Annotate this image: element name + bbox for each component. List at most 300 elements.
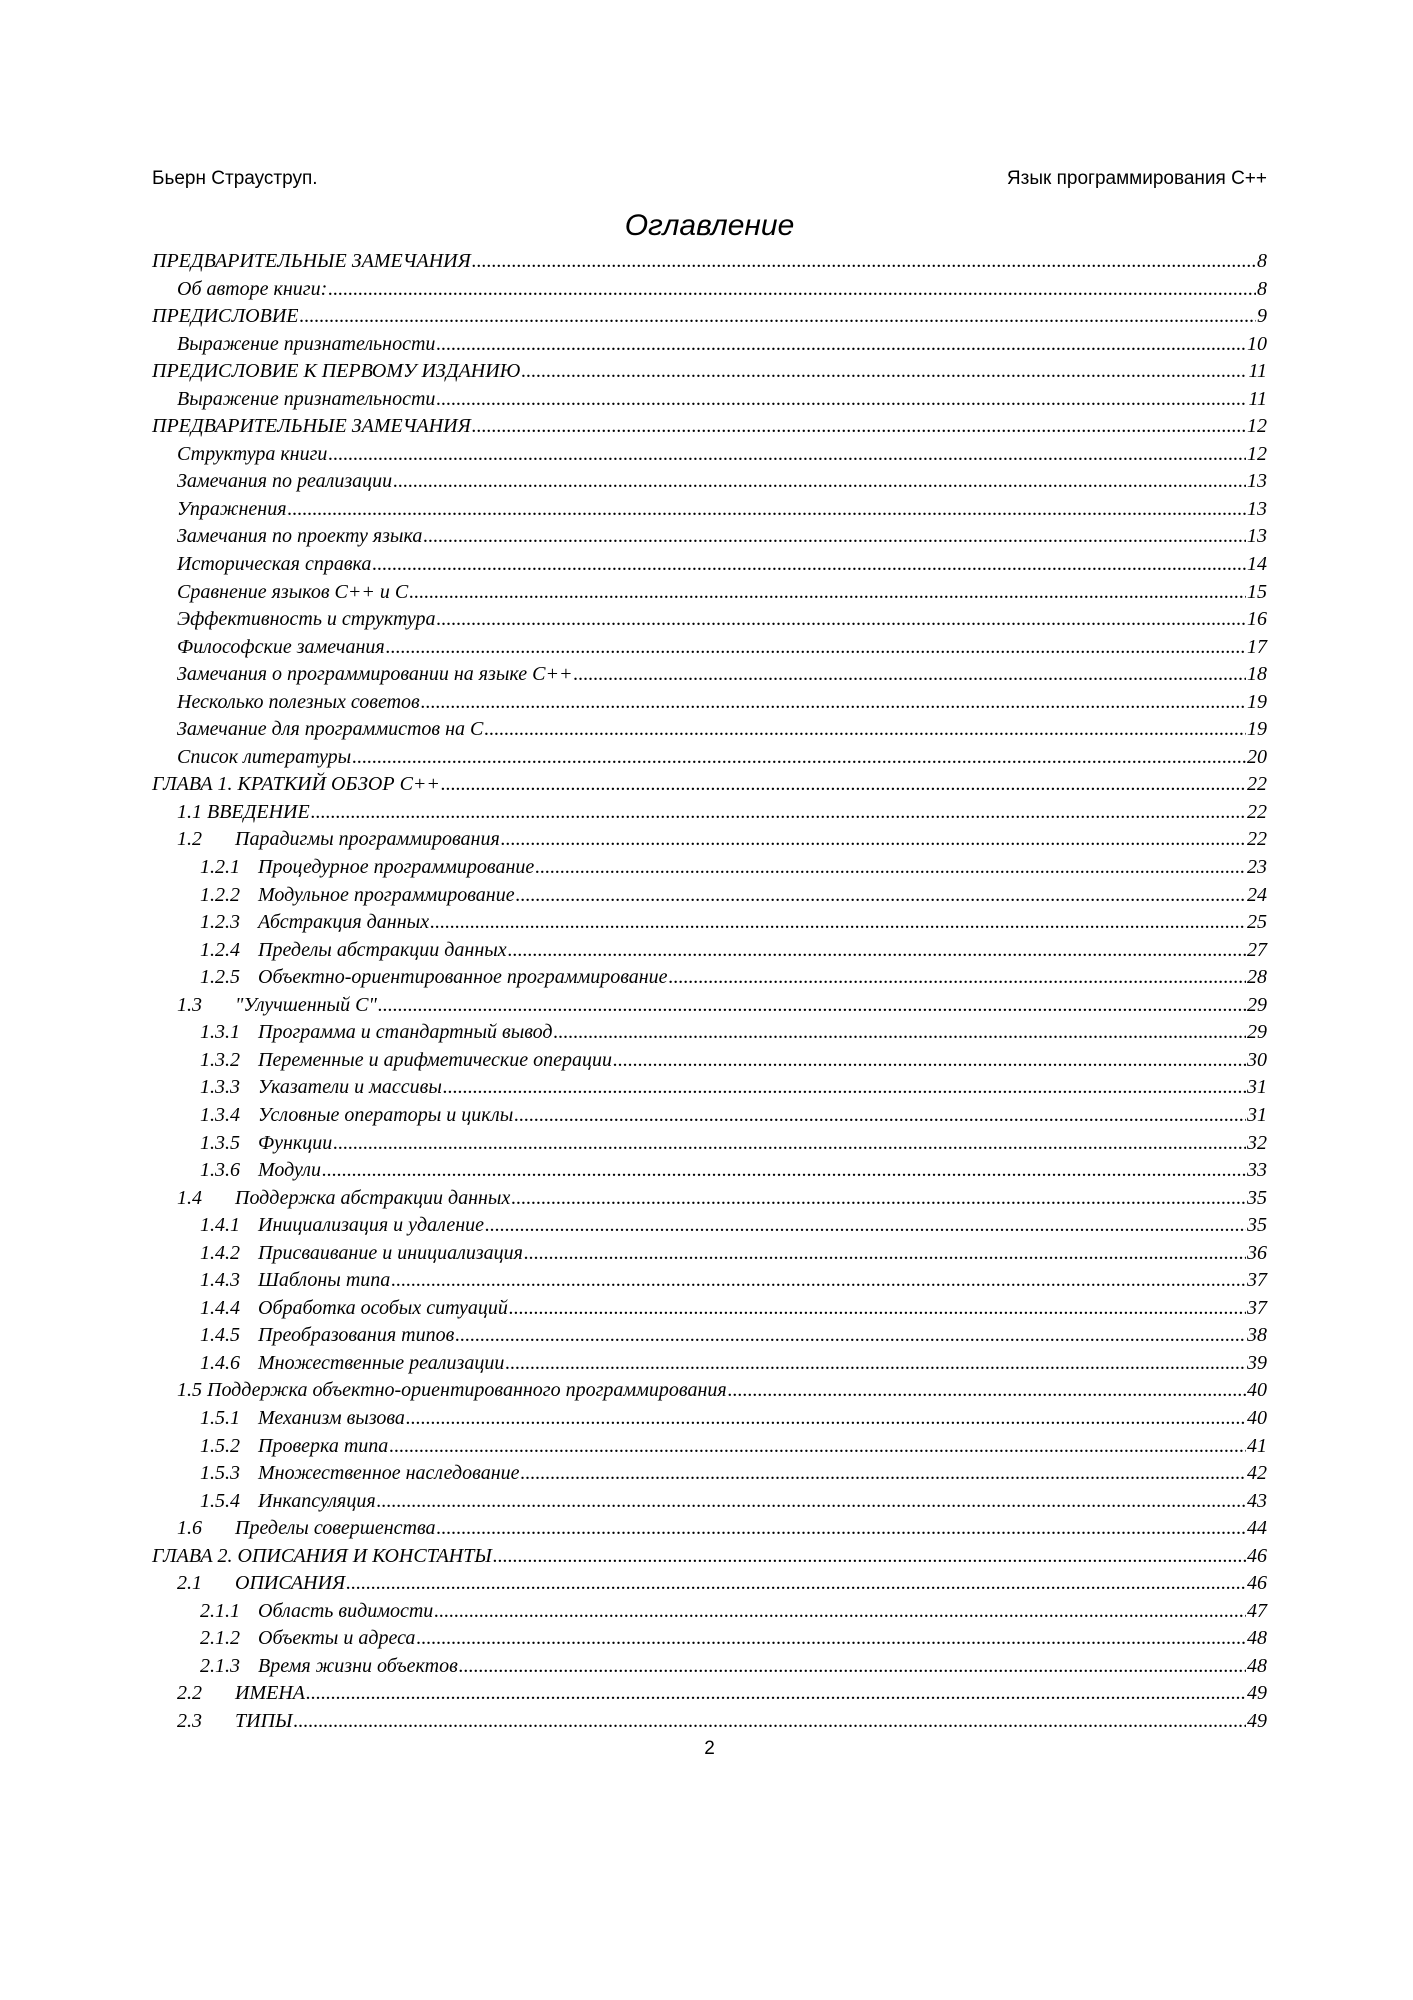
toc-entry-title [177,551,371,579]
toc-entry-title [200,1074,442,1102]
toc-entry-label: Процедурное программирование [258,856,535,879]
toc-entry-page: 22 [1247,828,1267,851]
toc-entry[interactable] [152,744,1267,772]
toc-entry-title [200,1130,332,1158]
toc-entry[interactable] [152,1047,1267,1075]
toc-entry-title [177,523,422,551]
dot-leader [441,771,1246,799]
toc-entry-page: 49 [1247,1709,1267,1732]
toc-entry-page: 18 [1247,663,1267,686]
toc-entry-label: Несколько полезных советов [177,690,420,713]
toc-entry-page: 49 [1247,1682,1267,1705]
dot-leader [509,1295,1246,1323]
toc-entry-page: 36 [1247,1241,1267,1264]
toc-entry-title [177,468,392,496]
toc-entry-label: Пределы абстракции данных [258,938,507,961]
toc-entry[interactable] [152,1295,1267,1323]
toc-entry-title [177,799,310,827]
toc-entry-label: Выражение признательности [177,332,436,355]
toc-entry-page: 27 [1247,938,1267,961]
dot-leader [346,1570,1246,1598]
toc-entry-title [200,1488,376,1516]
toc-entry-label: Поддержка абстракции данных [235,1186,511,1209]
toc-entry-number: 1.3.2 [200,1048,240,1071]
toc-entry-page: 47 [1247,1599,1267,1622]
toc-entry-label: Модули [258,1159,322,1182]
toc-entry-label: Структура книги [177,442,328,465]
toc-entry-page: 37 [1247,1269,1267,1292]
toc-entry-number: 1.4.5 [200,1324,240,1347]
page-number: 2 [704,1738,715,1759]
dot-leader [493,1543,1246,1571]
toc-entry[interactable] [152,1185,1267,1213]
toc-entry[interactable] [152,799,1267,827]
toc-entry-page: 28 [1247,966,1267,989]
toc-entry-number: 1.4.2 [200,1241,240,1264]
toc-entry-label: Философские замечания [177,635,385,658]
toc-entry[interactable] [152,606,1267,634]
toc-entry-page: 46 [1247,1544,1267,1567]
dot-leader [524,1240,1246,1268]
dot-leader [535,854,1246,882]
toc-entry-label: Программа и стандартный вывод [258,1021,553,1044]
toc-entry-title [200,1240,523,1268]
toc-entry[interactable] [152,634,1267,662]
toc-entry-label: Функции [258,1131,333,1154]
toc-entry-label: Область видимости [258,1599,434,1622]
toc-entry-page: 12 [1247,415,1267,438]
toc-entry[interactable] [152,1515,1267,1543]
dot-leader [484,716,1246,744]
toc-entry[interactable] [152,1267,1267,1295]
toc-entry-label: Замечания о программировании на языке С++ [177,663,573,686]
toc-entry-page: 13 [1247,525,1267,548]
toc-entry-label: Список литературы [177,745,352,768]
dot-leader [436,386,1247,414]
toc-entry-page: 30 [1247,1048,1267,1071]
toc-entry[interactable] [152,523,1267,551]
dot-leader [554,1019,1246,1047]
dot-leader [437,1515,1246,1543]
toc-entry-title [200,1625,415,1653]
toc-entry-page: 13 [1247,497,1267,520]
toc-entry-number: 1.4.4 [200,1296,240,1319]
toc-entry-number: 1.3.5 [200,1131,240,1154]
dot-leader [328,276,1256,304]
toc-entry-number: 2.3 [177,1709,202,1732]
toc-entry-number: 1.3.1 [200,1021,240,1044]
toc-entry-number: 1.5.3 [200,1462,240,1485]
toc-entry-title [177,441,327,469]
toc-entry-title [177,992,377,1020]
toc-entry-label: Присваивание и инициализация [258,1241,523,1264]
toc-entry-label: Инкапсуляция [258,1489,376,1512]
dot-leader [514,1102,1246,1130]
toc-entry-page: 40 [1247,1406,1267,1429]
toc-entry[interactable] [152,303,1267,331]
toc-entry-page: 29 [1247,1021,1267,1044]
toc-entry[interactable] [152,551,1267,579]
toc-entry-title [200,1295,508,1323]
toc-entry-label: Выражение признательности [177,387,436,410]
dot-leader [372,551,1246,579]
toc-entry-label: Упражнения [177,497,287,520]
toc-entry-title [200,1157,321,1185]
toc-entry-page: 10 [1247,332,1267,355]
toc-entry-number: 2.1.1 [200,1599,240,1622]
toc-entry[interactable] [152,1157,1267,1185]
dot-leader [406,1405,1246,1433]
dot-leader [328,441,1246,469]
toc-entry[interactable] [152,1598,1267,1626]
toc-entry-number: 1.5.2 [200,1434,240,1457]
toc-entry-page: 41 [1247,1434,1267,1457]
toc-entry-label: Механизм вызова [258,1406,405,1429]
toc-entry-title [200,964,668,992]
toc-entry[interactable] [152,1322,1267,1350]
toc-entry-page: 22 [1247,773,1267,796]
toc-entry-title [177,634,385,662]
toc-entry-label: Множественное наследование [258,1462,520,1485]
toc-entry-page: 46 [1247,1572,1267,1595]
toc-entry[interactable] [152,937,1267,965]
toc-entry[interactable] [152,1212,1267,1240]
toc-entry-label: Сравнение языков С++ и С [177,580,409,603]
toc-entry-page: 39 [1247,1351,1267,1374]
toc-entry-page: 19 [1247,690,1267,713]
dot-leader [521,1460,1247,1488]
toc-entry-label: Переменные и арифметические операции [258,1048,613,1071]
dot-leader [311,799,1246,827]
toc-entry-number: 1.2.3 [200,911,240,934]
toc-entry-page: 35 [1247,1186,1267,1209]
toc-entry[interactable] [152,1019,1267,1047]
dot-leader [472,413,1246,441]
toc-entry-number: 1.4.1 [200,1214,240,1237]
toc-entry-title [177,661,572,689]
dot-leader [521,358,1247,386]
toc-entry-page: 8 [1257,250,1267,272]
toc-entry[interactable] [152,413,1267,441]
toc-entry-title [177,716,483,744]
toc-entry-page: 48 [1247,1654,1267,1677]
toc-entry-page: 40 [1247,1379,1267,1402]
toc-entry[interactable] [152,1350,1267,1378]
toc-entry-title [200,1102,513,1130]
dot-leader [389,1433,1246,1461]
toc-entry[interactable] [152,882,1267,910]
toc-entry-page: 13 [1247,470,1267,493]
toc-entry[interactable] [152,1708,1267,1736]
toc-entry-label: Абстракция данных [258,911,430,934]
toc-entry-page: 29 [1247,993,1267,1016]
toc-entry-title [200,1047,612,1075]
toc-entry-label: Модульное программирование [258,883,515,906]
dot-leader [516,882,1246,910]
toc-entry[interactable] [152,992,1267,1020]
toc-entry[interactable] [152,826,1267,854]
dot-leader [423,523,1246,551]
toc-entry-page: 24 [1247,883,1267,906]
toc-entry-page: 25 [1247,911,1267,934]
toc-entry-label: Замечания по реализации [177,470,393,493]
toc-entry-number: 2.1 [177,1572,202,1595]
toc-entry-label: Указатели и массивы [258,1076,442,1099]
toc-entry-title [200,1019,553,1047]
toc-entry-number: 1.2.1 [200,856,240,879]
toc-entry-number: 1.4.3 [200,1269,240,1292]
toc-entry-number: 1.3.3 [200,1076,240,1099]
toc-entry-page: 43 [1247,1489,1267,1512]
dot-leader [434,1598,1246,1626]
dot-leader [505,1350,1246,1378]
toc-entry-label: Объекты и адреса [258,1627,416,1650]
header-author: Бьерн Страуструп. [152,168,318,189]
toc-entry-page: 17 [1247,635,1267,658]
toc-entry-title [152,771,440,799]
dot-leader [393,468,1246,496]
toc-entry-title [200,854,534,882]
toc-entry-label: "Улучшенный С" [235,993,377,1016]
toc-entry-number: 1.3 [177,993,202,1016]
toc-entry-label: 1.5 Поддержка объектно-ориентированного программирования [177,1379,727,1402]
toc-entry-label: ОПИСАНИЯ [235,1572,346,1595]
toc-entry-label: ПРЕДВАРИТЕЛЬНЫЕ ЗАМЕЧАНИЯ [152,250,471,272]
toc-entry-page: 12 [1247,442,1267,465]
toc-entry-label: ТИПЫ [235,1709,293,1732]
toc-entry[interactable] [152,771,1267,799]
toc-entry-title [200,937,507,965]
toc-title: Оглавление [624,209,795,242]
toc-entry-title [177,579,408,607]
toc-entry-page: 23 [1247,856,1267,879]
dot-leader [508,937,1246,965]
dot-leader [669,964,1246,992]
toc-entry-page: 37 [1247,1296,1267,1319]
toc-entry-number: 1.4.6 [200,1351,240,1374]
running-header [152,168,1267,198]
toc-entry[interactable] [152,496,1267,524]
toc-entry-number: 1.2.5 [200,966,240,989]
toc-entry-page: 11 [1248,360,1267,383]
toc-entry-page: 11 [1248,387,1267,410]
toc-entry[interactable] [152,1625,1267,1653]
toc-entry-label: Об авторе книги: [177,277,328,300]
toc-entry-number: 2.1.2 [200,1627,240,1650]
toc-entry-number: 1.6 [177,1517,202,1540]
toc-entry-number: 1.3.6 [200,1159,240,1182]
toc-entry[interactable] [152,854,1267,882]
dot-leader [293,1708,1246,1736]
toc-entry-label: Эффективность и структура [177,608,436,631]
dot-leader [728,1377,1246,1405]
toc-entry[interactable] [152,579,1267,607]
toc-entry-label: Преобразования типов [258,1324,455,1347]
toc-entry[interactable] [152,1680,1267,1708]
toc-entry-page: 48 [1247,1627,1267,1650]
dot-leader [472,248,1256,276]
dot-leader [391,1267,1246,1295]
toc-entry[interactable] [152,1130,1267,1158]
toc-entry-label: ПРЕДИСЛОВИЕ К ПЕРВОМУ ИЗДАНИЮ [152,360,521,383]
toc-entry-number: 1.2.2 [200,883,240,906]
toc-entry-label: ПРЕДИСЛОВИЕ [152,305,299,328]
toc-entry[interactable] [152,661,1267,689]
toc-entry[interactable] [152,358,1267,386]
dot-leader [613,1047,1246,1075]
dot-leader [322,1157,1246,1185]
toc-entry[interactable] [152,1543,1267,1571]
toc-entry-number: 2.1.3 [200,1654,240,1677]
toc-entry[interactable] [152,1074,1267,1102]
toc-entry[interactable] [152,1377,1267,1405]
toc-entry[interactable] [152,276,1267,304]
dot-leader [416,1625,1246,1653]
toc-entry-title [177,276,327,304]
dot-leader [386,634,1246,662]
toc-entry-label: ИМЕНА [235,1682,305,1705]
toc-entry-number: 1.4 [177,1186,202,1209]
toc-entry-title [200,909,429,937]
dot-leader [421,689,1246,717]
toc-entry-label: Шаблоны типа [258,1269,391,1292]
toc-entry-page: 19 [1247,718,1267,741]
toc-entry-label: Инициализация и удаление [258,1214,485,1237]
toc-entry-page: 15 [1247,580,1267,603]
toc-entry-label: ГЛАВА 2. ОПИСАНИЯ И КОНСТАНТЫ [152,1544,492,1567]
toc-entry-page: 9 [1257,305,1267,328]
toc-entry-page: 31 [1247,1103,1267,1126]
toc-entry[interactable] [152,964,1267,992]
toc-entry[interactable] [152,1460,1267,1488]
toc-entry-label: Объектно-ориентированное программирование [258,966,668,989]
toc-entry-title [177,826,500,854]
toc-entry[interactable] [152,441,1267,469]
toc-entry-number: 2.2 [177,1682,202,1705]
toc-entry-title [177,1515,436,1543]
dot-leader [436,331,1246,359]
toc-entry-title [177,1377,727,1405]
toc-entry-page: 35 [1247,1214,1267,1237]
toc-entry-label: Замечания по проекту языка [177,525,423,548]
toc-entry-title [177,744,351,772]
toc-entry-title [152,1543,492,1571]
toc-entry-label: Проверка типа [258,1434,389,1457]
toc-entry-title [200,882,515,910]
toc-entry-label: 1.1 ВВЕДЕНИЕ [177,800,310,823]
toc-entry-label: ГЛАВА 1. КРАТКИЙ ОБЗОР С++ [152,773,440,796]
toc-entry-page: 32 [1247,1131,1267,1154]
toc-entry-label: Обработка особых ситуаций [258,1296,508,1319]
toc-entry-page: 16 [1247,608,1267,631]
toc-entry-title [200,1433,388,1461]
dot-leader [288,496,1246,524]
dot-leader [300,303,1257,331]
toc-entry-label: ПРЕДВАРИТЕЛЬНЫЕ ЗАМЕЧАНИЯ [152,415,471,438]
toc-entry[interactable] [152,716,1267,744]
toc-entry[interactable] [152,1102,1267,1130]
header-book-title: Язык программирования С++ [1006,168,1267,189]
toc-entry-page: 33 [1247,1159,1267,1182]
toc-entry-page: 31 [1247,1076,1267,1099]
toc-entry[interactable] [152,386,1267,414]
toc-entry-number: 1.5.1 [200,1406,240,1429]
toc-entry[interactable] [152,1433,1267,1461]
dot-leader [333,1130,1246,1158]
toc-entry-title [200,1653,458,1681]
toc-entry-number: 1.5.4 [200,1489,240,1512]
toc-entry-title [177,1185,510,1213]
toc-entry-page: 14 [1247,553,1267,576]
toc-entry-title [200,1322,454,1350]
toc-entry[interactable] [152,1488,1267,1516]
toc-entry-title [177,1680,305,1708]
dot-leader [306,1680,1246,1708]
toc-entry-title [177,689,420,717]
toc-entry-label: Историческая справка [177,553,372,576]
toc-entry-number: 1.2.4 [200,938,240,961]
dot-leader [511,1185,1246,1213]
toc-entry-title [200,1267,390,1295]
toc-entry-title [177,496,287,524]
toc-entry-page: 8 [1257,277,1267,300]
toc-entry[interactable] [152,1570,1267,1598]
toc-entry-page: 42 [1247,1462,1267,1485]
dot-leader [378,992,1246,1020]
toc-entry-number: 1.2 [177,828,202,851]
toc-entry-title [177,1708,292,1736]
toc-entry-title [200,1405,405,1433]
toc-entry[interactable] [152,248,1267,276]
toc-entry[interactable] [152,331,1267,359]
toc-entry-title [152,303,299,331]
dot-leader [573,661,1246,689]
toc-entry-title [152,413,471,441]
toc-entry-number: 1.3.4 [200,1103,240,1126]
toc-entry-title [152,248,471,276]
toc-entry-title [177,386,435,414]
toc-entry-title [152,358,520,386]
toc-entry[interactable] [152,1653,1267,1681]
toc-entry-title [200,1350,504,1378]
dot-leader [501,826,1246,854]
toc-entry[interactable] [152,689,1267,717]
dot-leader [430,909,1246,937]
toc-entry[interactable] [152,1405,1267,1433]
toc-entry-label: Время жизни объектов [258,1654,458,1677]
dot-leader [377,1488,1246,1516]
toc-entry-title [200,1212,484,1240]
dot-leader [352,744,1246,772]
toc-entry-page: 20 [1247,745,1267,768]
dot-leader [485,1212,1246,1240]
toc-entry-label: Множественные реализации [258,1351,505,1374]
toc-entry[interactable] [152,468,1267,496]
dot-leader [437,606,1246,634]
table-of-contents [152,248,1267,1736]
toc-entry-label: Замечание для программистов на С [177,718,484,741]
toc-entry[interactable] [152,1240,1267,1268]
toc-entry-title [177,1570,345,1598]
toc-entry-label: Условные операторы и циклы [258,1103,514,1126]
toc-entry-label: Парадигмы программирования [235,828,500,851]
toc-entry-title [177,331,435,359]
toc-entry-page: 38 [1247,1324,1267,1347]
toc-entry[interactable] [152,909,1267,937]
toc-entry-title [200,1460,520,1488]
dot-leader [443,1074,1246,1102]
toc-entry-label: Пределы совершенства [235,1517,436,1540]
